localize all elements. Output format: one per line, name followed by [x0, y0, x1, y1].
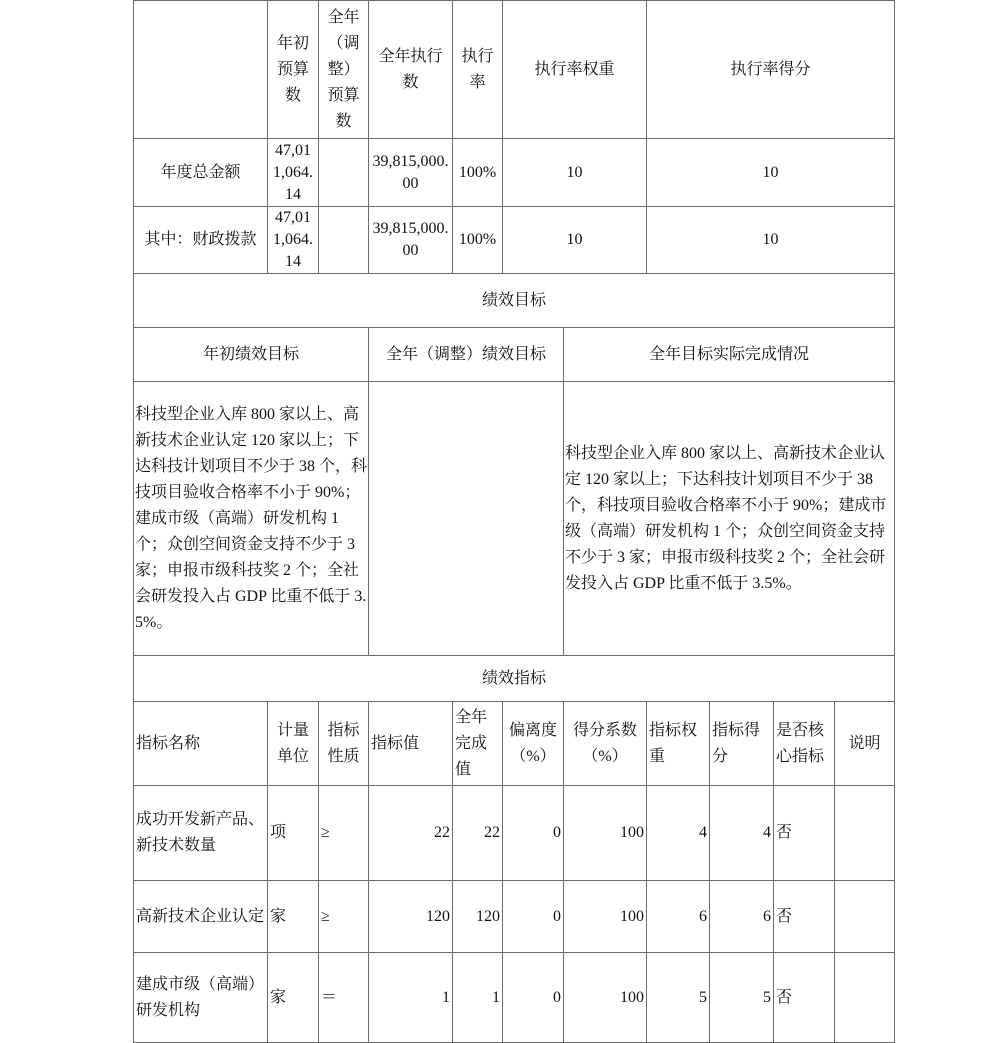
indicator-unit: 家: [268, 953, 319, 1043]
goals-content-row: [134, 382, 895, 656]
budget-row-fiscal: [134, 207, 895, 274]
indicator-header-name: 指标名称: [134, 702, 268, 786]
budget-execution-value: 39,815,000.00: [369, 139, 453, 207]
indicator-nature: ≥: [319, 786, 369, 881]
goals-actual-text: 科技型企业入库 800 家以上、高新技术企业认定 120 家以上；下达科技计划项目不少于 38 个，科技项目验收合格率不小于 90%；建成市级（高端）研发机构 1 个；众创空间资金支持不少于 3 家；申报市级科技奖 2 个；全社会研发投入占 GDP 比重不低于 3.5%。: [564, 382, 895, 656]
indicator-unit: 项: [268, 786, 319, 881]
budget-row-label: 年度总金额: [134, 139, 268, 207]
indicator-core: 否: [774, 953, 835, 1043]
indicator-header-note: 说明: [835, 702, 895, 786]
indicator-name: 高新技术企业认定: [134, 881, 268, 953]
budget-header-row: [134, 1, 895, 139]
budget-row-total: [134, 139, 895, 207]
indicator-actual: 120: [453, 881, 503, 953]
goals-header-initial: 年初绩效目标: [134, 328, 369, 382]
goals-initial-text: 科技型企业入库 800 家以上、高新技术企业认定 120 家以上；下达科技计划项目不少于 38 个，科技项目验收合格率不小于 90%；建成市级（高端）研发机构 1 个；众创空间资金支持不少于 3 家；申报市级科技奖 2 个；全社会研发投入占 GDP 比重不低于 3.5%。: [134, 382, 369, 656]
header-rate-weight: 执行率权重: [503, 1, 647, 139]
indicator-weight: 5: [647, 953, 710, 1043]
goals-header-adjusted: 全年（调整）绩效目标: [369, 328, 564, 382]
indicator-core: 否: [774, 786, 835, 881]
indicator-target: 1: [369, 953, 453, 1043]
indicator-row: [134, 881, 895, 953]
indicator-nature: ＝: [319, 953, 369, 1043]
indicator-weight: 6: [647, 881, 710, 953]
indicator-row: [134, 953, 895, 1043]
header-initial-budget: 年初预算数: [268, 1, 319, 139]
indicator-target: 22: [369, 786, 453, 881]
indicator-target: 120: [369, 881, 453, 953]
budget-score-value: 10: [647, 207, 895, 274]
header-rate-score: 执行率得分: [647, 1, 895, 139]
goals-header-actual: 全年目标实际完成情况: [564, 328, 895, 382]
budget-adjusted-value: [319, 139, 369, 207]
indicator-core: 否: [774, 881, 835, 953]
indicator-actual: 1: [453, 953, 503, 1043]
indicator-coefficient: 100: [564, 881, 647, 953]
budget-row-label: 其中：财政拨款: [134, 207, 268, 274]
indicator-deviation: 0: [503, 786, 564, 881]
indicator-coefficient: 100: [564, 953, 647, 1043]
indicators-title-row: [134, 656, 895, 702]
indicator-actual: 22: [453, 786, 503, 881]
indicator-deviation: 0: [503, 881, 564, 953]
indicator-header-score: 指标得分: [710, 702, 774, 786]
indicator-score: 6: [710, 881, 774, 953]
goals-section-title: 绩效目标: [134, 274, 895, 328]
budget-header-blank: [134, 1, 268, 139]
indicator-unit: 家: [268, 881, 319, 953]
performance-report-sheet: [133, 0, 895, 1043]
indicator-score: 4: [710, 786, 774, 881]
indicator-name: 建成市级（高端）研发机构: [134, 953, 268, 1043]
indicators-header-row: [134, 702, 895, 786]
indicator-header-core: 是否核心指标: [774, 702, 835, 786]
goals-header-row: [134, 328, 895, 382]
indicator-note: [835, 953, 895, 1043]
budget-initial-value: 47,011,064.14: [268, 139, 319, 207]
goals-title-row: [134, 274, 895, 328]
budget-initial-value: 47,011,064.14: [268, 207, 319, 274]
performance-table: [133, 0, 895, 1043]
indicator-header-nature: 指标性质: [319, 702, 369, 786]
header-execution-rate: 执行率: [453, 1, 503, 139]
indicator-note: [835, 881, 895, 953]
budget-execution-value: 39,815,000.00: [369, 207, 453, 274]
budget-weight-value: 10: [503, 139, 647, 207]
budget-adjusted-value: [319, 207, 369, 274]
budget-score-value: 10: [647, 139, 895, 207]
indicators-section-title: 绩效指标: [134, 656, 895, 702]
indicator-nature: ≥: [319, 881, 369, 953]
indicator-header-weight: 指标权重: [647, 702, 710, 786]
indicator-coefficient: 100: [564, 786, 647, 881]
indicator-header-target: 指标值: [369, 702, 453, 786]
budget-rate-value: 100%: [453, 139, 503, 207]
indicator-header-unit: 计量单位: [268, 702, 319, 786]
indicator-score: 5: [710, 953, 774, 1043]
goals-adjusted-text: [369, 382, 564, 656]
indicator-deviation: 0: [503, 953, 564, 1043]
budget-rate-value: 100%: [453, 207, 503, 274]
indicator-header-deviation: 偏离度（%）: [503, 702, 564, 786]
header-annual-execution: 全年执行数: [369, 1, 453, 139]
indicator-row: [134, 786, 895, 881]
indicator-header-actual: 全年完成值: [453, 702, 503, 786]
indicator-note: [835, 786, 895, 881]
indicator-weight: 4: [647, 786, 710, 881]
budget-weight-value: 10: [503, 207, 647, 274]
indicator-name: 成功开发新产品、新技术数量: [134, 786, 268, 881]
indicator-header-coefficient: 得分系数（%）: [564, 702, 647, 786]
header-adjusted-budget: 全年（调整）预算数: [319, 1, 369, 139]
